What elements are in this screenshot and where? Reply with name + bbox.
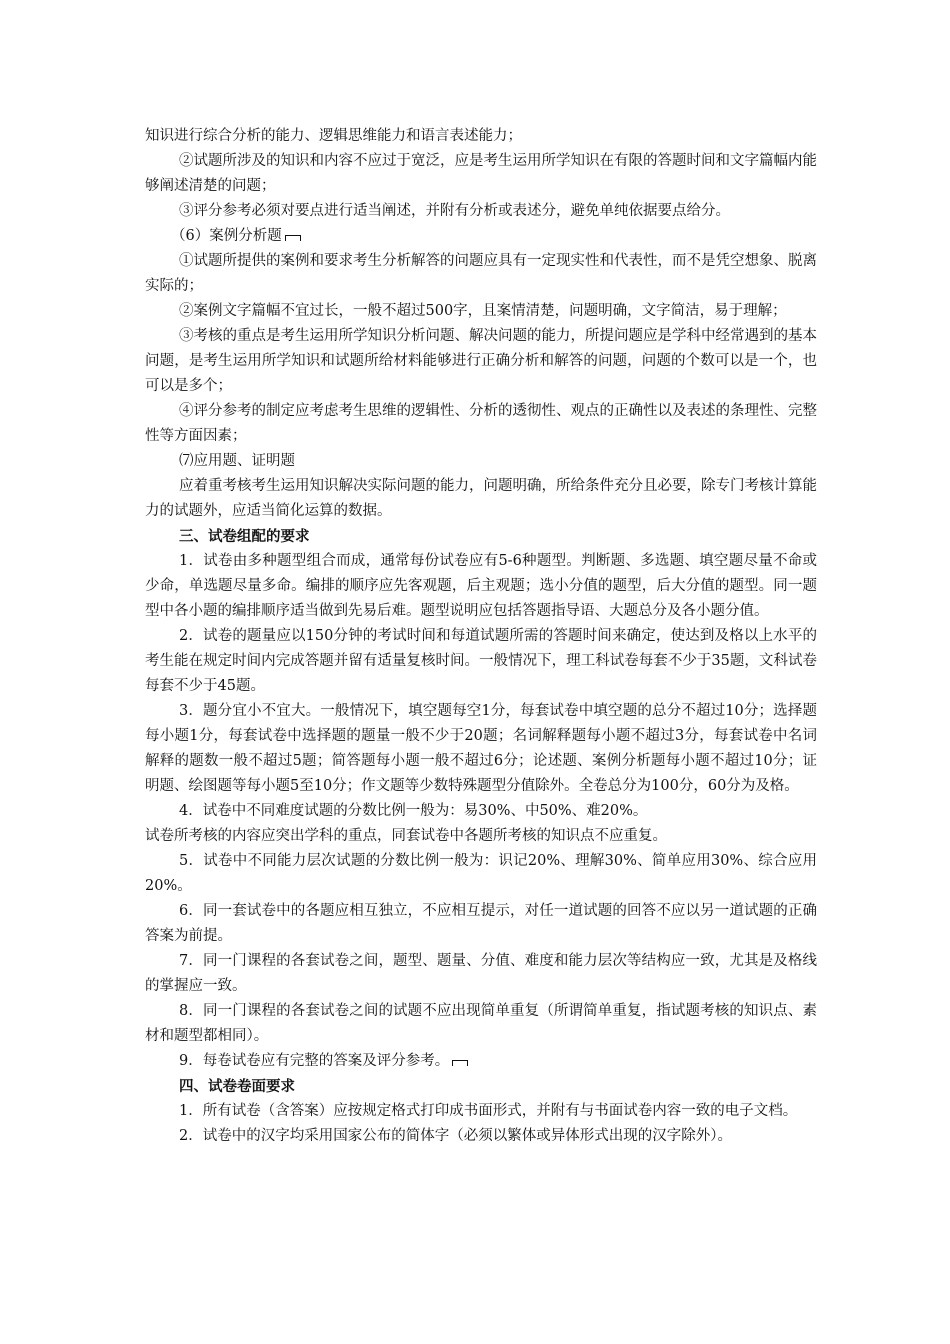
paragraph: 知识进行综合分析的能力、逻辑思维能力和语言表述能力；: [145, 128, 522, 144]
section-heading: 四、试卷卷面要求: [179, 1078, 295, 1095]
paragraph: 3．题分宜小不宜大。一般情况下，填空题每空1分，每套试卷中填空题的总分不超过10分；选择题每小题1分，每套试卷中选择题的题量一般不少于20题；名词解释题每小题不超过3分，每套试卷中名词解释的题数一般不超过5题；简答题每小题一般不超过6分；论述题、案例分析题每小题不超过10分；证明题、绘图题等每小题5至10分；作文题等少数特殊题型分值除外。全卷总分为100分，60分为及格。: [145, 703, 817, 794]
paragraph: 应着重考核考生运用知识解决实际问题的能力，问题明确，所给条件充分且必要，除专门考核计算能力的试题外，应适当简化运算的数据。: [145, 478, 817, 519]
section-heading: 三、试卷组配的要求: [179, 528, 310, 545]
bookmark-mark-icon: [285, 235, 301, 241]
paragraph: ④评分参考的制定应考虑考生思维的逻辑性、分析的透彻性、观点的正确性以及表述的条理性、完整性等方面因素；: [145, 403, 817, 444]
subsection-heading: [145, 224, 817, 249]
paragraph: ③评分参考必须对要点进行适当阐述，并附有分析或表述分，避免单纯依据要点给分。: [179, 203, 730, 219]
bookmark-mark-icon: [452, 1060, 468, 1066]
paragraph: 4．试卷中不同难度试题的分数比例一般为：易30%、中50%、难20%。: [179, 803, 648, 819]
document-page: [145, 124, 817, 1149]
paragraph: ①试题所提供的案例和要求考生分析解答的问题应具有一定现实性和代表性，而不是凭空想象、脱离实际的；: [145, 253, 817, 294]
paragraph: ③考核的重点是考生运用所学知识分析问题、解决问题的能力，所提问题应是学科中经常遇到的基本问题，是考生运用所学知识和试题所给材料能够进行正确分析和解答的问题，问题的个数可以是一个，也可以是多个；: [145, 328, 817, 394]
paragraph: 2．试卷中的汉字均采用国家公布的简体字（必须以繁体或异体形式出现的汉字除外）。: [179, 1128, 732, 1144]
paragraph: 8．同一门课程的各套试卷之间的试题不应出现简单重复（所谓简单重复，指试题考核的知识点、素材和题型都相同）。: [145, 1003, 817, 1044]
paragraph: 7．同一门课程的各套试卷之间，题型、题量、分值、难度和能力层次等结构应一致，尤其是及格线的掌握应一致。: [145, 953, 817, 994]
paragraph: 2．试卷的题量应以150分钟的考试时间和每道试题所需的答题时间来确定，使达到及格以上水平的考生能在规定时间内完成答题并留有适量复核时间。一般情况下，理工科试卷每套不少于35题，文科试卷每套不少于45题。: [145, 628, 817, 694]
paragraph: 1．所有试卷（含答案）应按规定格式打印成书面形式，并附有与书面试卷内容一致的电子文档。: [179, 1103, 798, 1119]
paragraph: 5．试卷中不同能力层次试题的分数比例一般为：识记20%、理解30%、简单应用30%、综合应用20%。: [145, 853, 817, 894]
paragraph: 6．同一套试卷中的各题应相互独立，不应相互提示，对任一道试题的回答不应以另一道试题的正确答案为前提。: [145, 903, 817, 944]
paragraph: 试卷所考核的内容应突出学科的重点，同套试卷中各题所考核的知识点不应重复。: [145, 828, 667, 844]
paragraph-with-mark: [145, 1049, 817, 1074]
paragraph: 1．试卷由多种题型组合而成，通常每份试卷应有5-6种题型。判断题、多选题、填空题尽量不命或少命，单选题尽量多命。编排的顺序应先客观题，后主观题；选小分值的题型，后大分值的题型。同一题型中各小题的编排顺序适当做到先易后难。题型说明应包括答题指导语、大题总分及各小题分值。: [145, 553, 817, 619]
paragraph-text: 9．每卷试卷应有完整的答案及评分参考。: [179, 1053, 450, 1069]
subsection-heading-text: （6）案例分析题: [171, 228, 282, 244]
paragraph: ②试题所涉及的知识和内容不应过于宽泛，应是考生运用所学知识在有限的答题时间和文字篇幅内能够阐述清楚的问题；: [145, 153, 817, 194]
paragraph: ②案例文字篇幅不宜过长，一般不超过500字，且案情清楚，问题明确，文字简洁，易于理解；: [179, 303, 787, 319]
subsection-heading: ⑺应用题、证明题: [179, 453, 295, 469]
